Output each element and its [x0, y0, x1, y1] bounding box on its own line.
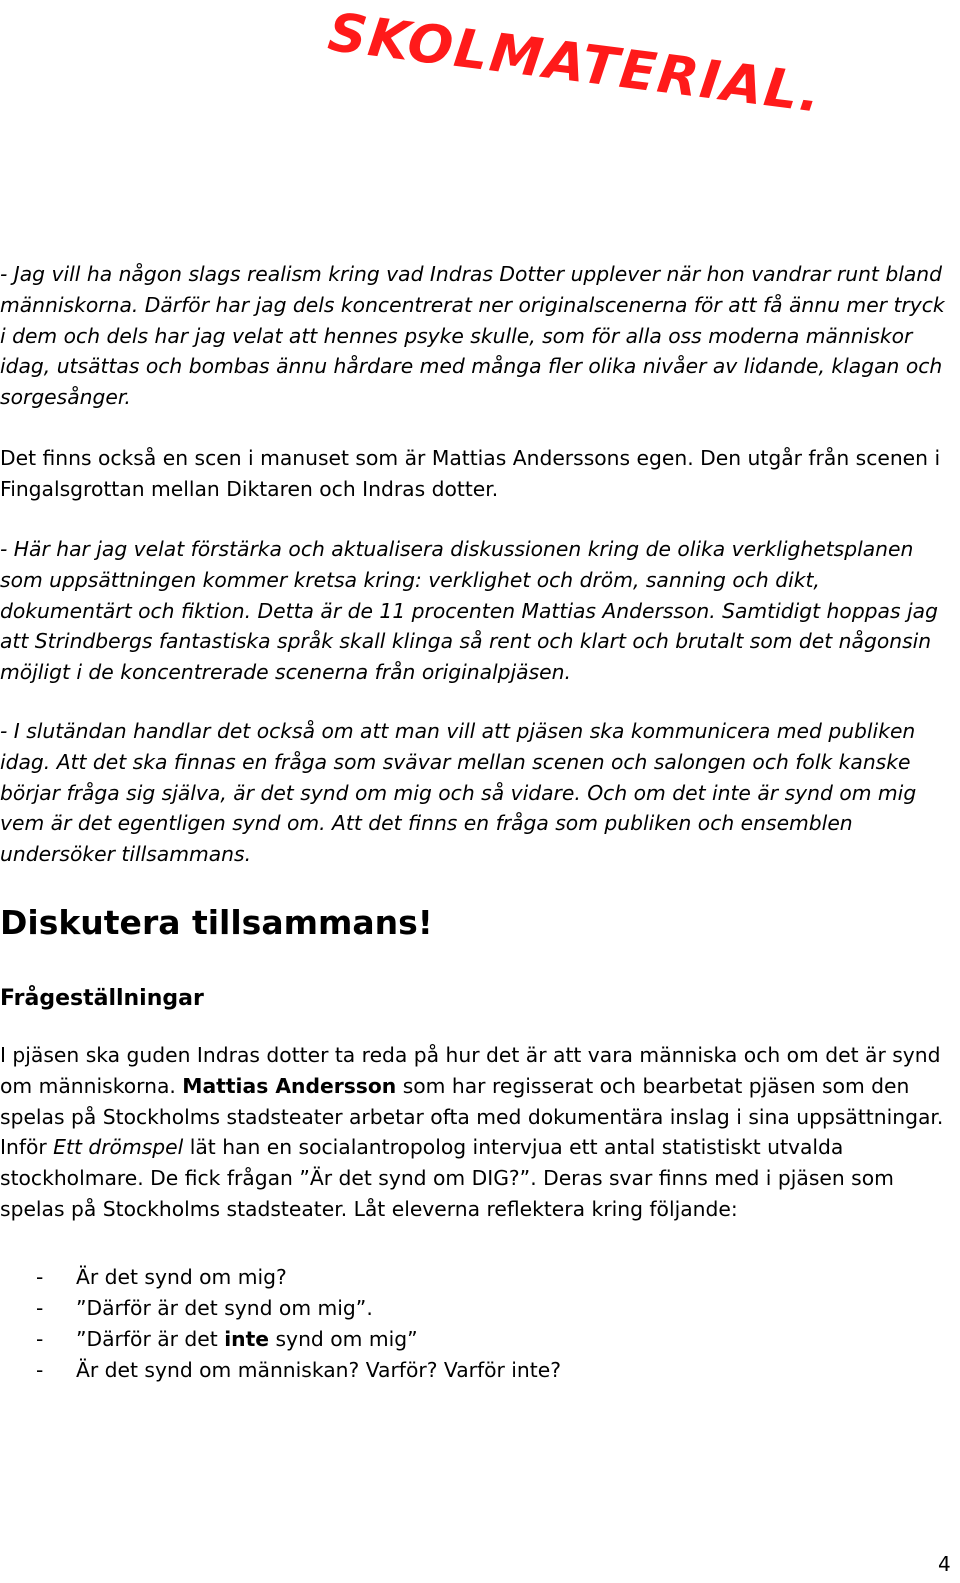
question-text-part: ”Därför är det	[76, 1327, 225, 1351]
paragraph-realism: - Jag vill ha någon slags realism kring vad Indras Dotter upplever när hon vandrar runt bland människorna. Därför har jag dels koncentrerat ner originalscenerna för att få ännu mer tryck i dem och dels har jag velat att hennes psyke skulle, som för alla oss moderna människor idag, utsättas och bombas ännu hårdare med många fler olika nivåer av lidande, klagan och sorgesånger.	[0, 262, 945, 410]
page-number: 4	[938, 1552, 951, 1576]
paragraph-reality-levels: - Här har jag velat förstärka och aktualisera diskussionen kring de olika verklighetsplanen som uppsättningen kommer kretsa kring: verklighet och dröm, sanning och dikt, dokumentärt och fiktion. Detta är de 11 procenten Mattias Andersson. Samtidigt hoppas jag att Strindbergs fantastiska språk skall klinga så rent och klart och brutalt som det någonsin möjligt i de koncentrerade scenerna från originalpjäsen.	[0, 537, 938, 685]
intro-text-1: I pjäsen ska guden Indras dotter ta reda på hur det är att vara människa och om det är synd om människorna.	[0, 1043, 941, 1098]
play-title: Ett drömspel	[53, 1135, 184, 1160]
question-text: ”Därför är det synd om mig”.	[76, 1296, 373, 1320]
question-emphasis: inte	[224, 1327, 270, 1351]
question-text-part: synd om mig”	[269, 1327, 418, 1351]
question-text: Är det synd om människan? Varför? Varför inte?	[76, 1358, 561, 1382]
section-subheading: Frågeställningar	[0, 986, 204, 1011]
paragraph-scene: Det finns också en scen i manuset som är Mattias Anderssons egen. Den utgår från scenen i Fingalsgrottan mellan Diktaren och Indras dotter.	[0, 446, 941, 501]
bullet-dash: -	[36, 1265, 44, 1289]
director-name: Mattias Andersson	[182, 1073, 397, 1098]
skolmaterial-logo: SKOLMATERIAL.	[324, 2, 826, 125]
intro-paragraph	[0, 1040, 950, 1225]
intro-text-3: lät han en socialantropolog intervjua ett antal statistiskt utvalda stockholmare. De fick frågan ”Är det synd om DIG?”. Deras svar finns med i pjäsen som spelas på Stockholms stadsteater. Låt eleverna reflektera kring följande:	[0, 1135, 894, 1221]
intro-text-2: som har regisserat och bearbetat pjäsen som den spelas på Stockholms stadsteater arbetar ofta med dokumentära inslag i sina uppsättningar. Inför	[0, 1073, 944, 1160]
bullet-dash: -	[36, 1327, 44, 1351]
question-text: Är det synd om mig?	[76, 1265, 287, 1289]
section-heading: Diskutera tillsammans!	[0, 903, 433, 942]
question-text	[76, 1324, 418, 1355]
paragraph-communication: - I slutändan handlar det också om att man vill att pjäsen ska kommunicera med publiken idag. Att det ska finnas en fråga som svävar mellan scenen och salongen och folk kanske börjar fråga sig själva, är det synd om mig och så vidare. Och om det inte är synd om mig vem är det egentligen synd om. Att det finns en fråga som publiken och ensemblen undersöker tillsammans.	[0, 719, 917, 867]
bullet-dash: -	[36, 1296, 44, 1320]
bullet-dash: -	[36, 1358, 44, 1382]
